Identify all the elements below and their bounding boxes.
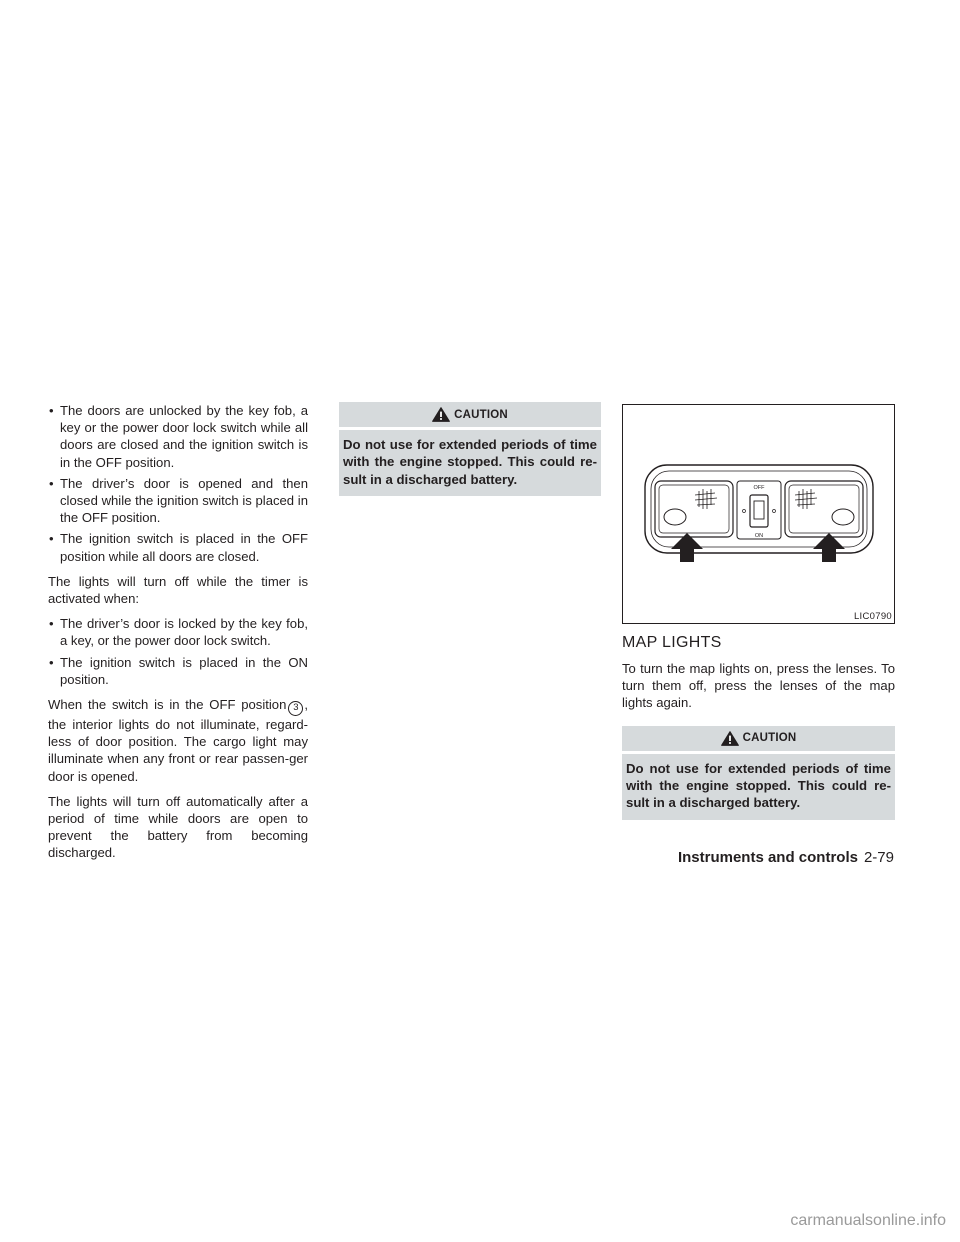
switch-off-label: OFF — [753, 485, 765, 491]
page-number: 2-79 — [863, 849, 894, 866]
list-item: • The ignition switch is placed in the OFF position while all doors are closed. — [48, 530, 308, 564]
unlock-conditions-list — [48, 402, 308, 565]
list-item: • The driver’s door is locked by the key fob, a key, or the power door lock switch. — [48, 615, 308, 649]
list-item: • The driver’s door is opened and then closed while the ignition switch is placed in the OFF position. — [48, 475, 308, 527]
off-switch-text-cont: , the interior lights do not illuminate, regard-less of door position. The cargo light may illuminate when any front or rear passen-ger door is opened. — [48, 697, 308, 784]
section-title: Instruments and controls — [677, 849, 858, 866]
map-lights-heading: MAP LIGHTS — [622, 634, 722, 651]
off-switch-paragraph — [48, 696, 308, 785]
right-column — [622, 402, 895, 830]
timer-intro: The lights will turn off while the timer is activated when: — [48, 573, 308, 607]
figure-id: LIC0790 — [853, 611, 892, 622]
caution-box — [622, 726, 895, 820]
map-lights-illustration — [623, 405, 894, 623]
caution-text: Do not use for extended periods of time with the engine stopped. This could re-sult in a discharged battery. — [339, 430, 601, 496]
caution-label: CAUTION — [454, 408, 508, 421]
switch-on-label: ON — [754, 533, 764, 539]
caution-header — [622, 726, 895, 751]
caution-box — [339, 402, 601, 496]
list-item: • The doors are unlocked by the key fob, a key or the power door lock switch while all doors are closed and the ignition switch is in the OFF position. — [48, 402, 308, 471]
warning-icon — [432, 407, 450, 422]
circled-number-3: 3 — [288, 701, 303, 716]
auto-off-paragraph: The lights will turn off automatically after a period of time while doors are open to prevent the battery from becoming discharged. — [48, 793, 308, 861]
caution-label: CAUTION — [742, 732, 797, 745]
middle-column — [339, 402, 601, 506]
warning-icon — [721, 731, 739, 746]
map-lights-figure — [622, 404, 895, 624]
caution-text: Do not use for extended periods of time with the engine stopped. This could re-sult in a discharged battery. — [622, 754, 895, 820]
left-column — [48, 402, 308, 870]
map-lights-text: To turn the map lights on, press the lenses. To turn them off, press the lenses of the map lights again. — [622, 661, 895, 711]
list-item: • The ignition switch is placed in the ON position. — [48, 654, 308, 688]
page-footer — [678, 849, 894, 866]
timer-conditions-list — [48, 615, 308, 688]
watermark: carmanualsonline.info — [790, 1212, 946, 1229]
off-switch-text: When the switch is in the OFF position — [48, 697, 287, 713]
caution-header — [339, 402, 601, 427]
